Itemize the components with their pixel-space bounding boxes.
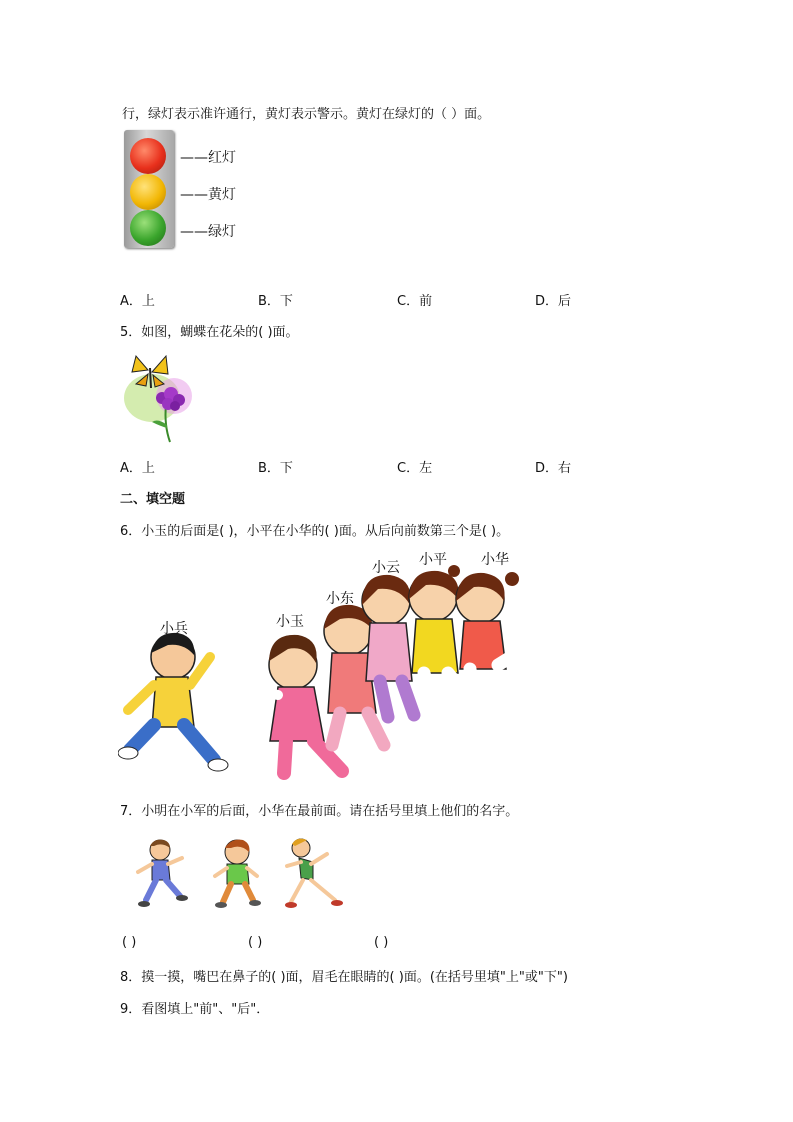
- q5-option-a[interactable]: A．上: [120, 461, 155, 476]
- q7-stem: 7．小明在小军的后面，小华在最前面。请在括号里填上他们的名字。: [120, 804, 519, 819]
- q4-stem: 行，绿灯表示准许通行，黄灯表示警示。黄灯在绿灯的（ ）面。: [122, 107, 491, 122]
- child-xiaohua: [456, 572, 530, 701]
- red-lamp-label: ——红灯: [180, 150, 236, 166]
- child-xiaobing: [118, 633, 228, 771]
- q6-stem: 6．小玉的后面是( )，小平在小华的( )面。从后向前数第三个是( )。: [120, 524, 510, 539]
- q4-option-d[interactable]: D．后: [535, 294, 572, 309]
- children-queue-image: [118, 545, 558, 785]
- name-label-xiaoyun: 小云: [372, 560, 400, 576]
- name-label-xiaobing: 小兵: [160, 621, 188, 637]
- name-label-xiaodong: 小东: [326, 591, 354, 607]
- q7-answer-blank-3[interactable]: ( ): [374, 935, 389, 950]
- yellow-lamp-icon: [130, 174, 166, 210]
- butterfly-flower-image: [122, 350, 197, 445]
- green-lamp-icon: [130, 210, 166, 246]
- section-title: 二、填空题: [120, 492, 186, 507]
- q7-answer-blank-2[interactable]: ( ): [248, 935, 263, 950]
- yellow-lamp-label: ——黄灯: [180, 187, 236, 203]
- q5-option-b[interactable]: B．下: [258, 461, 293, 476]
- q8-stem: 8．摸一摸，嘴巴在鼻子的( )面，眉毛在眼睛的( )面。(在括号里填"上"或"下"): [120, 970, 568, 985]
- q7-answer-blank-1[interactable]: ( ): [122, 935, 137, 950]
- name-label-xiaoyu: 小玉: [276, 614, 304, 630]
- q5-option-c[interactable]: C．左: [397, 461, 433, 476]
- runner-2-image: [207, 836, 267, 912]
- q4-option-b[interactable]: B．下: [258, 294, 293, 309]
- name-label-xiaoping: 小平: [419, 552, 447, 568]
- q9-stem: 9．看图填上"前"、"后"．: [120, 1002, 270, 1017]
- q5-option-d[interactable]: D．右: [535, 461, 572, 476]
- q5-stem: 5．如图，蝴蝶在花朵的( )面。: [120, 325, 299, 340]
- q4-option-c[interactable]: C．前: [397, 294, 433, 309]
- q4-option-a[interactable]: A．上: [120, 294, 155, 309]
- green-lamp-label: ——绿灯: [180, 224, 236, 240]
- runner-3-image: [283, 836, 347, 912]
- runner-1-image: [132, 836, 192, 912]
- name-label-xiaohua: 小华: [481, 552, 509, 568]
- red-lamp-icon: [130, 138, 166, 174]
